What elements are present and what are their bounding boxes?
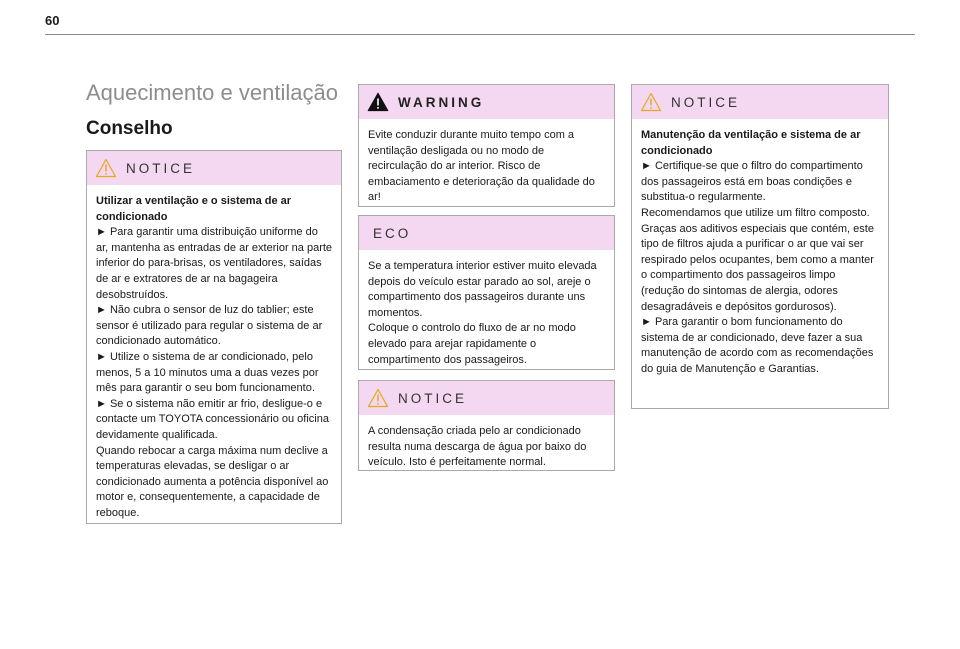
warning-text: Evite conduzir durante muito tempo com a ventilação desligada ou no modo de recirculação do ar interior. Risco de embaciamento e deterioração da qualidade do ar! (368, 129, 595, 204)
warning-box (358, 84, 615, 207)
warning-label: WARNING (398, 94, 485, 110)
warning-header (359, 85, 614, 119)
notice-label: NOTICE (671, 94, 741, 110)
notice-header (87, 151, 341, 185)
notice-text-line: ► Se o sistema não emitir ar frio, desligue-o e contacte um TOYOTA concessionário ou oficina devidamente qualificada. (96, 397, 329, 441)
section-subtitle: Conselho (86, 118, 173, 139)
notice-text-line: Recomendamos que utilize um filtro composto. Graças aos aditivos especiais que contém, este tipo de filtros ajuda a purificar o ar que vai ser respirado pelos ocupantes, bem como a manter o compartimento dos passageiros limpo (redução do sintomas de alergia, odores desagradáveis e depósitos gordurosos). (641, 206, 874, 313)
eco-box (358, 215, 615, 370)
notice-box-ventilation (86, 150, 342, 524)
notice-text-line: Quando rebocar a carga máxima num declive a temperaturas elevadas, se desligar o ar condicionado aumenta a potência disponível ao motor e, consequentemente, a capacidade de reboque. (96, 444, 329, 519)
eco-text-line: Se a temperatura interior estiver muito elevada depois do veículo estar parado ao sol, areje o compartimento dos passageiros durante uns momentos. (368, 260, 597, 319)
eco-header (359, 216, 614, 250)
notice-text-line: ► Certifique-se que o filtro do compartimento dos passageiros está em boas condições e substitua-o regularmente. (641, 160, 863, 204)
notice-text-line: ► Utilize o sistema de ar condicionado, pelo menos, 5 a 10 minutos uma a duas vezes por mês para garantir o seu bom funcionamento. (96, 350, 319, 395)
notice-text-line: ► Não cubra o sensor de luz do tablier; este sensor é utilizado para regular o sistema de ar condicionado automático. (96, 304, 323, 348)
caution-triangle-icon (367, 388, 389, 408)
caution-triangle-icon (95, 158, 117, 178)
page-title: Aquecimento e ventilação (86, 80, 338, 105)
top-rule (45, 34, 915, 35)
page-number: 60 (45, 13, 60, 28)
notice-header (632, 85, 888, 119)
notice-box-condensation (358, 380, 615, 471)
notice-text-line: ► Para garantir uma distribuição uniforme do ar, mantenha as entradas de ar exterior na parte inferior do para-brisas, os ventiladores, saídas de ar e extratores de ar na bagageira desobstruídos. (96, 226, 333, 301)
notice-heading: Manutenção da ventilação e sistema de ar condicionado (641, 129, 861, 157)
warning-triangle-icon (367, 92, 389, 112)
notice-header (359, 381, 614, 415)
notice-box-maintenance (631, 84, 889, 409)
notice-heading: Utilizar a ventilação e o sistema de ar condicionado (96, 195, 292, 223)
notice-label: NOTICE (398, 390, 468, 406)
eco-text-line: Coloque o controlo do fluxo de ar no modo elevado para arejar rapidamente o compartimento dos passageiros. (368, 322, 576, 366)
eco-label: ECO (373, 225, 412, 241)
notice-text: A condensação criada pelo ar condicionado resulta numa descarga de água por baixo do veículo. Isto é perfeitamente normal. (368, 425, 587, 469)
notice-label: NOTICE (126, 160, 196, 176)
caution-triangle-icon (640, 92, 662, 112)
notice-text-line: ► Para garantir o bom funcionamento do sistema de ar condicionado, deve fazer a sua manutenção de acordo com as recomendações do guia de Manutenção e Garantias. (641, 316, 874, 375)
